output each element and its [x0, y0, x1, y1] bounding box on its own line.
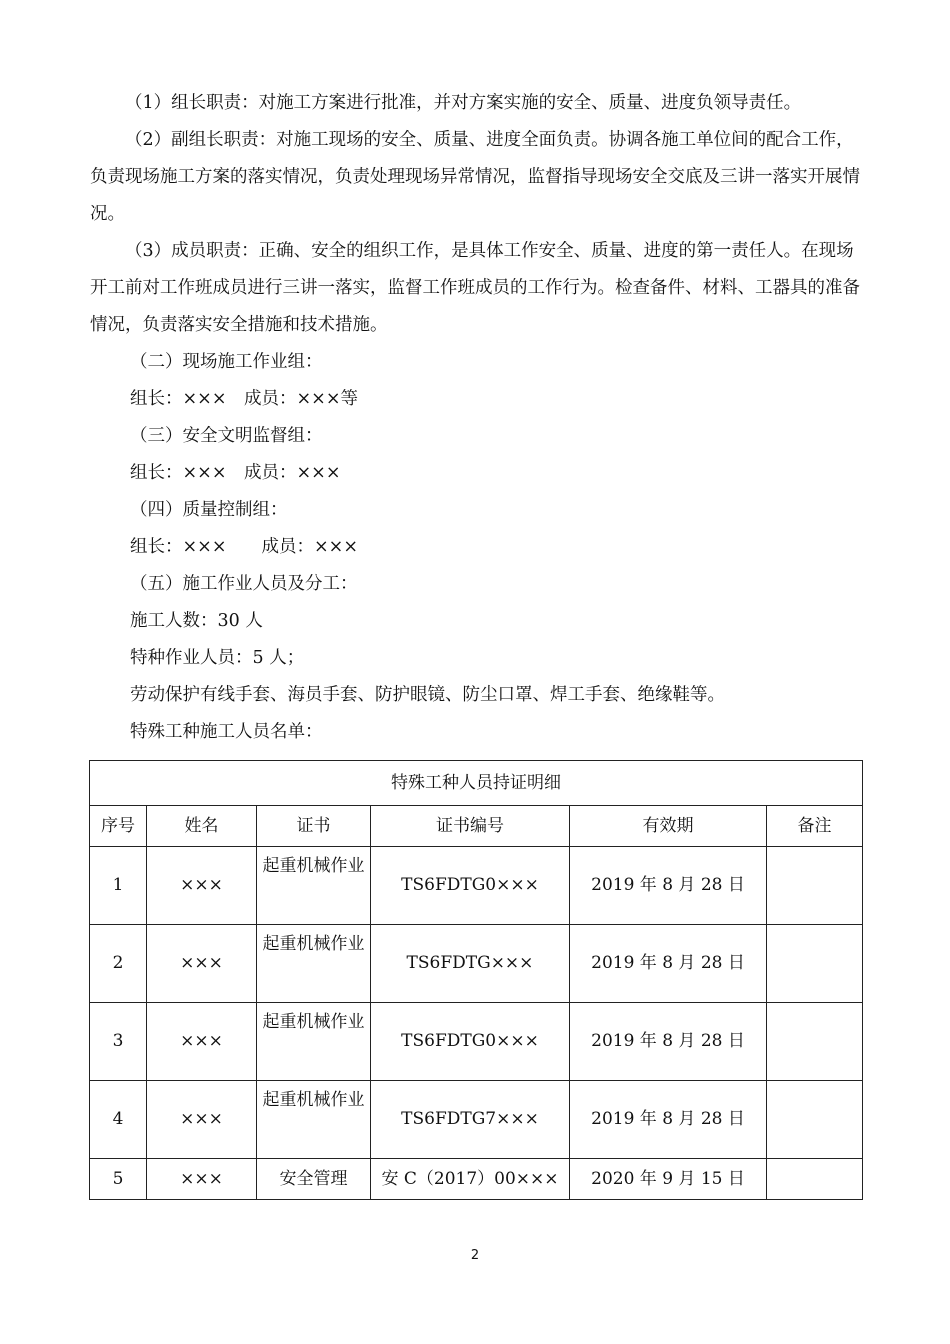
table-row	[90, 1159, 863, 1200]
table-cell: ×××	[147, 1159, 257, 1200]
worker-count: 施工人数：30 人	[130, 611, 263, 631]
table-row	[90, 1081, 863, 1159]
table-cell: 2020 年 9 月 15 日	[570, 1159, 767, 1200]
duty-member-paragraph: （3）成员职责：正确、安全的组织工作，是具体工作安全、质量、进度的第一责任人。在现场开工前对工作班成员进行三讲一落实，监督工作班成员的工作行为。检查备件、材料、工器具的准备情况，负责落实安全措施和技术措施。	[90, 241, 860, 335]
header-cell: 备注	[767, 806, 863, 847]
table-cell: 2019 年 8 月 28 日	[570, 1003, 767, 1081]
table-cell: TS6FDTG7×××	[371, 1081, 570, 1159]
table-cell: 安全管理	[257, 1159, 371, 1200]
table-cell: 4	[90, 1081, 147, 1159]
header-cell: 证书编号	[371, 806, 570, 847]
header-cell: 序号	[90, 806, 147, 847]
table-cell: TS6FDTG×××	[371, 925, 570, 1003]
section-quality-group: （四）质量控制组：	[130, 500, 288, 520]
duty-leader-paragraph: （1）组长职责：对施工方案进行批准，并对方案实施的安全、质量、进度负领导责任。	[125, 93, 802, 113]
page-number: 2	[470, 1248, 480, 1263]
table-cell: 起重机械作业	[257, 1081, 371, 1159]
table-cell: ×××	[147, 925, 257, 1003]
table-cell: ×××	[147, 847, 257, 925]
duty-deputy-paragraph: （2）副组长职责：对施工现场的安全、质量、进度全面负责。协调各施工单位间的配合工作，负责现场施工方案的落实情况，负责处理现场异常情况，监督指导现场安全交底及三讲一落实开展情况。	[90, 130, 860, 224]
table-cell: 5	[90, 1159, 147, 1200]
header-cell: 证书	[257, 806, 371, 847]
table-cell: ×××	[147, 1003, 257, 1081]
table-caption: 特殊工种人员持证明细	[90, 761, 863, 806]
table-cell	[767, 1159, 863, 1200]
section-workers: （五）施工作业人员及分工：	[130, 574, 358, 594]
table-cell	[767, 847, 863, 925]
table-row	[90, 1003, 863, 1081]
section-safety-group: （三）安全文明监督组：	[130, 426, 323, 446]
section-construction-group: （二）现场施工作业组：	[130, 352, 323, 372]
table-cell: ×××	[147, 1081, 257, 1159]
table-cell: 2019 年 8 月 28 日	[570, 925, 767, 1003]
table-cell: 2019 年 8 月 28 日	[570, 847, 767, 925]
table-cell: TS6FDTG0×××	[371, 1003, 570, 1081]
safety-group-members: 组长：××× 成员：×××	[130, 463, 341, 483]
table-cell	[767, 925, 863, 1003]
protective-equipment: 劳动保护有线手套、海员手套、防护眼镜、防尘口罩、焊工手套、绝缘鞋等。	[130, 685, 725, 705]
table-caption-row	[90, 761, 863, 806]
quality-group-members: 组长：××× 成员：×××	[130, 537, 358, 557]
table-cell: 起重机械作业	[257, 847, 371, 925]
table-cell: 起重机械作业	[257, 1003, 371, 1081]
table-header-row	[90, 806, 863, 847]
header-cell: 姓名	[147, 806, 257, 847]
header-cell: 有效期	[570, 806, 767, 847]
table-cell: 起重机械作业	[257, 925, 371, 1003]
table-row	[90, 925, 863, 1003]
table-cell	[767, 1081, 863, 1159]
special-workers-list-title: 特殊工种施工人员名单：	[130, 722, 323, 742]
table-cell: 安 C（2017）00×××	[371, 1159, 570, 1200]
special-worker-count: 特种作业人员：5 人；	[130, 648, 305, 668]
table-cell	[767, 1003, 863, 1081]
table-row	[90, 847, 863, 925]
table-cell: 2019 年 8 月 28 日	[570, 1081, 767, 1159]
table-cell: 2	[90, 925, 147, 1003]
certificate-table	[89, 760, 863, 1200]
table-cell: TS6FDTG0×××	[371, 847, 570, 925]
construction-group-members: 组长：××× 成员：×××等	[130, 389, 358, 409]
table-cell: 3	[90, 1003, 147, 1081]
table-cell: 1	[90, 847, 147, 925]
